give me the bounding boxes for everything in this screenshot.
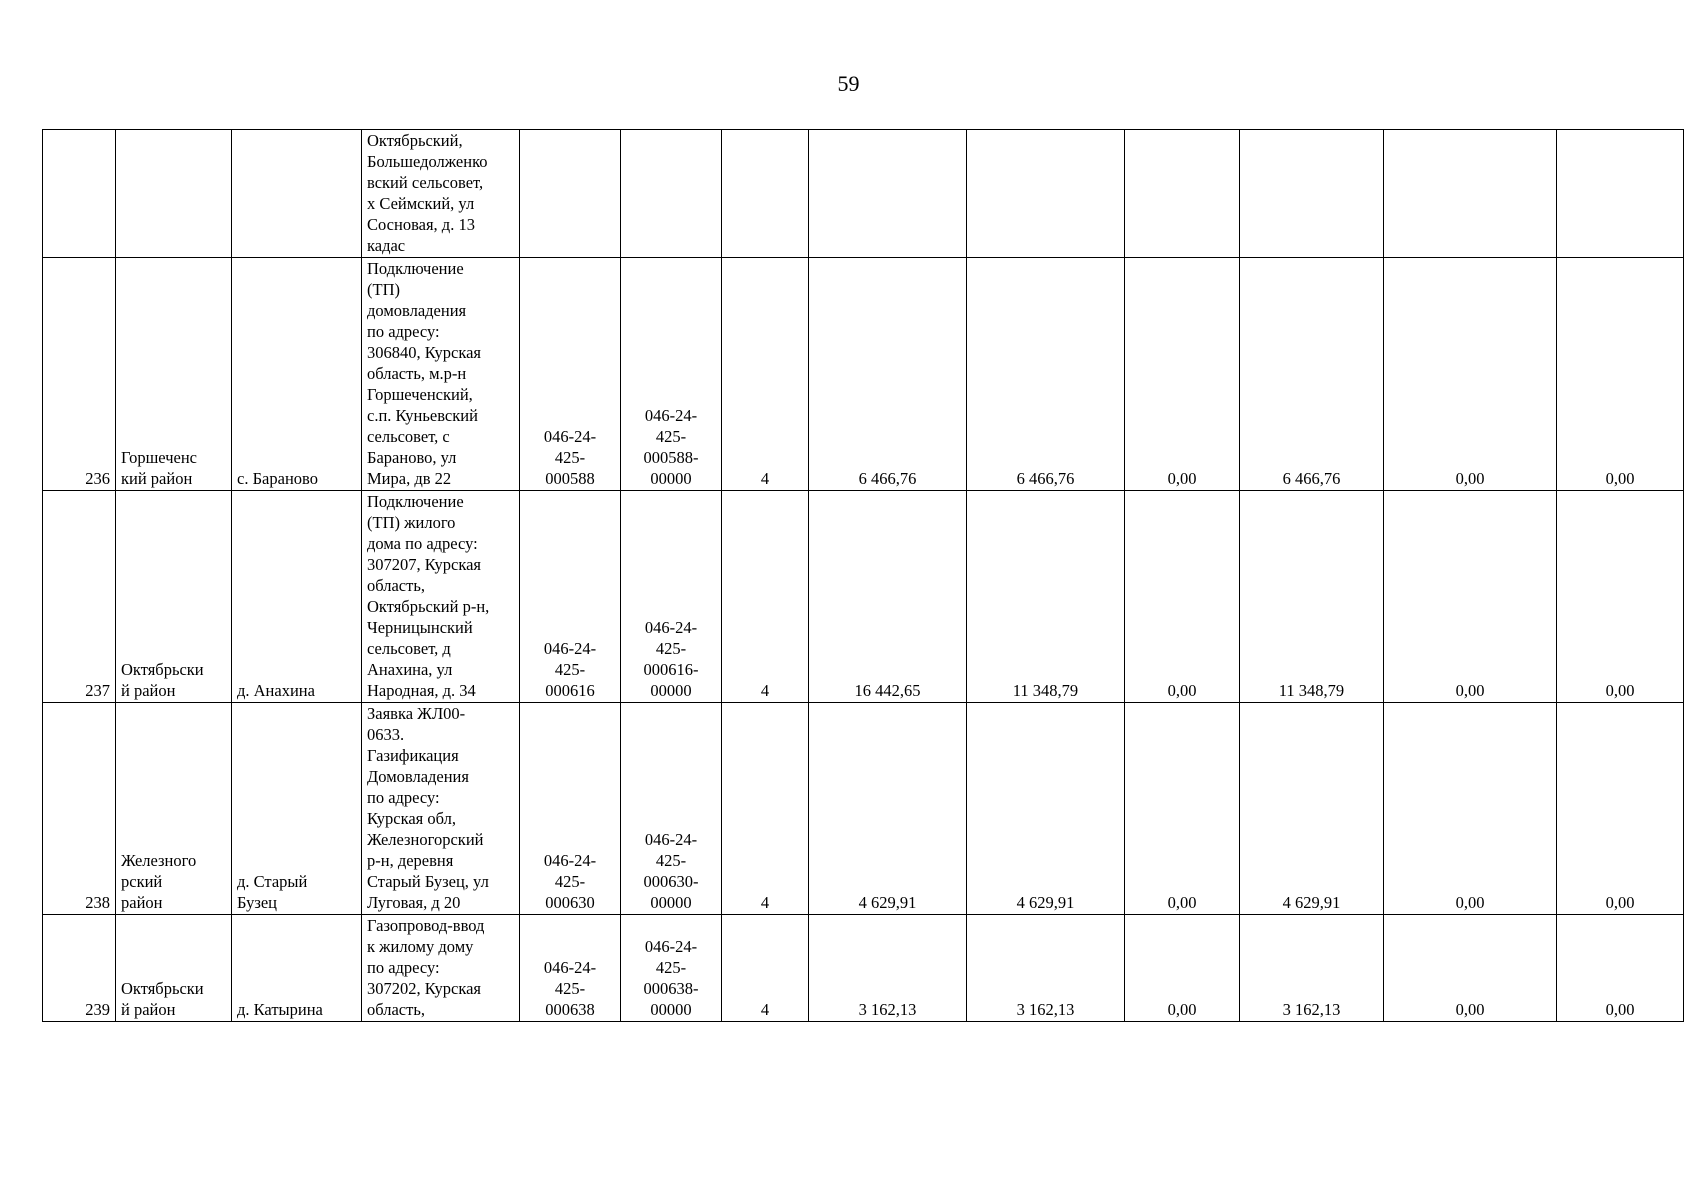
table-row <box>43 915 1684 1022</box>
quarter-cell: 4 <box>722 703 809 915</box>
object-code-cell <box>621 130 722 258</box>
value-cell-1: 4 629,91 <box>809 703 967 915</box>
value-cell-5: 0,00 <box>1384 258 1557 491</box>
quarter-cell <box>722 130 809 258</box>
object-description-cell: Заявка ЖЛ00- 0633. Газификация Домовладения по адресу: Курская обл, Железногорский р-н, деревня Старый Бузец, ул Луговая, д 20 <box>362 703 520 915</box>
value-cell-1: 3 162,13 <box>809 915 967 1022</box>
page-number: 59 <box>837 71 860 96</box>
table-row <box>43 258 1684 491</box>
value-cell-4: 6 466,76 <box>1240 258 1384 491</box>
object-code-cell: 046-24- 425- 000638- 00000 <box>621 915 722 1022</box>
project-code-cell: 046-24- 425- 000638 <box>520 915 621 1022</box>
district-cell: Октябрьски й район <box>116 491 232 703</box>
district-cell: Горшеченс кий район <box>116 258 232 491</box>
object-description-cell: Октябрьский, Большедолженко вский сельсовет, х Сеймский, ул Сосновая, д. 13 кадас <box>362 130 520 258</box>
project-code-cell: 046-24- 425- 000588 <box>520 258 621 491</box>
project-code-cell: 046-24- 425- 000616 <box>520 491 621 703</box>
value-cell-3: 0,00 <box>1125 258 1240 491</box>
value-cell-4: 4 629,91 <box>1240 703 1384 915</box>
locality-cell: с. Бараново <box>232 258 362 491</box>
object-code-cell: 046-24- 425- 000588- 00000 <box>621 258 722 491</box>
object-description-cell: Газопровод-ввод к жилому дому по адресу: 307202, Курская область, <box>362 915 520 1022</box>
value-cell-5 <box>1384 130 1557 258</box>
value-cell-4: 11 348,79 <box>1240 491 1384 703</box>
value-cell-4 <box>1240 130 1384 258</box>
table-body <box>43 130 1684 1022</box>
row-number-cell: 239 <box>43 915 116 1022</box>
value-cell-2: 11 348,79 <box>967 491 1125 703</box>
object-code-cell: 046-24- 425- 000630- 00000 <box>621 703 722 915</box>
value-cell-2: 4 629,91 <box>967 703 1125 915</box>
table-row <box>43 130 1684 258</box>
object-description-cell: Подключение (ТП) жилого дома по адресу: 307207, Курская область, Октябрьский р-н, Черницынский сельсовет, д Анахина, ул Народная, д. 34 <box>362 491 520 703</box>
value-cell-2 <box>967 130 1125 258</box>
value-cell-6: 0,00 <box>1557 703 1684 915</box>
object-description-cell: Подключение (ТП) домовладения по адресу: 306840, Курская область, м.р-н Горшеченский, с.п. Куньевский сельсовет, с Бараново, ул Мира, дв 22 <box>362 258 520 491</box>
locality-cell: д. Анахина <box>232 491 362 703</box>
locality-cell: д. Катырина <box>232 915 362 1022</box>
quarter-cell: 4 <box>722 258 809 491</box>
row-number-cell <box>43 130 116 258</box>
value-cell-3 <box>1125 130 1240 258</box>
row-number-cell: 236 <box>43 258 116 491</box>
project-code-cell: 046-24- 425- 000630 <box>520 703 621 915</box>
value-cell-5: 0,00 <box>1384 491 1557 703</box>
value-cell-6: 0,00 <box>1557 491 1684 703</box>
row-number-cell: 237 <box>43 491 116 703</box>
value-cell-5: 0,00 <box>1384 915 1557 1022</box>
value-cell-6 <box>1557 130 1684 258</box>
table-row <box>43 703 1684 915</box>
value-cell-1: 16 442,65 <box>809 491 967 703</box>
value-cell-3: 0,00 <box>1125 915 1240 1022</box>
value-cell-5: 0,00 <box>1384 703 1557 915</box>
value-cell-6: 0,00 <box>1557 258 1684 491</box>
value-cell-2: 6 466,76 <box>967 258 1125 491</box>
object-code-cell: 046-24- 425- 000616- 00000 <box>621 491 722 703</box>
district-cell: Железного рский район <box>116 703 232 915</box>
district-cell: Октябрьски й район <box>116 915 232 1022</box>
project-code-cell <box>520 130 621 258</box>
investment-table <box>42 129 1684 1022</box>
value-cell-1: 6 466,76 <box>809 258 967 491</box>
district-cell <box>116 130 232 258</box>
locality-cell: д. Старый Бузец <box>232 703 362 915</box>
row-number-cell: 238 <box>43 703 116 915</box>
value-cell-2: 3 162,13 <box>967 915 1125 1022</box>
locality-cell <box>232 130 362 258</box>
quarter-cell: 4 <box>722 491 809 703</box>
value-cell-4: 3 162,13 <box>1240 915 1384 1022</box>
table-row <box>43 491 1684 703</box>
value-cell-1 <box>809 130 967 258</box>
value-cell-6: 0,00 <box>1557 915 1684 1022</box>
value-cell-3: 0,00 <box>1125 491 1240 703</box>
value-cell-3: 0,00 <box>1125 703 1240 915</box>
quarter-cell: 4 <box>722 915 809 1022</box>
